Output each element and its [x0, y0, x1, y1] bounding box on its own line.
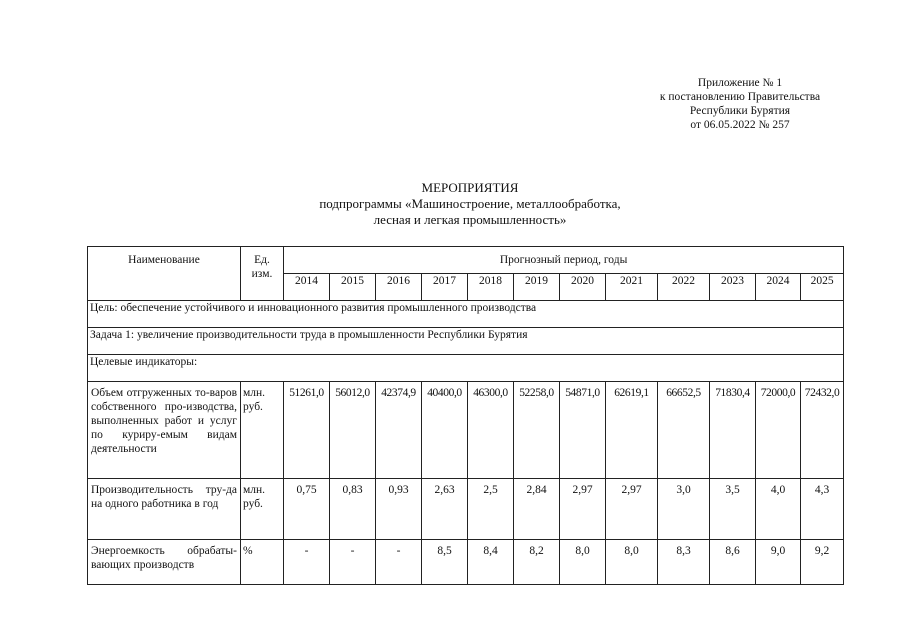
indicator-value-2017: 8,5: [422, 540, 468, 585]
appendix-block: [640, 76, 840, 132]
indicator-value-2014: 0,75: [284, 479, 330, 540]
appendix-line-3: Республики Бурятия: [689, 105, 791, 117]
indicator-value-2021: 62619,1: [606, 382, 658, 479]
indicator-value-2016: 0,93: [376, 479, 422, 540]
heading-subtitle-2: лесная и легкая промышленность»: [373, 212, 567, 227]
indicator-value-2015: 0,83: [330, 479, 376, 540]
indicator-value-2025: 4,3: [801, 479, 844, 540]
indicator-value-2023: 71830,4: [710, 382, 756, 479]
appendix-line-2: к постановлению Правительства: [659, 91, 821, 103]
indicator-name: Энергоемкость обрабаты-вающих производств: [88, 540, 241, 585]
heading-title: МЕРОПРИЯТИЯ: [421, 180, 519, 195]
indicator-unit: млн. руб.: [241, 479, 284, 540]
indicator-value-2018: 8,4: [468, 540, 514, 585]
indicator-value-2024: 4,0: [756, 479, 801, 540]
indicator-name: Объем отгруженных то-варов собственного про-изводства, выполненных работ и услуг по куриру-емым видам деятельности: [88, 382, 241, 479]
measures-table: [87, 246, 844, 585]
indicators-label: Целевые индикаторы:: [88, 355, 844, 382]
indicator-value-2014: -: [284, 540, 330, 585]
year-header-2023: 2023: [710, 274, 756, 301]
indicator-value-2019: 52258,0: [514, 382, 560, 479]
indicator-value-2022: 3,0: [658, 479, 710, 540]
indicator-name: Производительность тру-да на одного работника в год: [88, 479, 241, 540]
table-row: [88, 382, 844, 479]
year-header-2019: 2019: [514, 274, 560, 301]
indicator-value-2015: 56012,0: [330, 382, 376, 479]
indicator-value-2017: 40400,0: [422, 382, 468, 479]
indicator-value-2019: 8,2: [514, 540, 560, 585]
table-row: [88, 540, 844, 585]
indicator-value-2019: 2,84: [514, 479, 560, 540]
indicator-value-2015: -: [330, 540, 376, 585]
indicator-unit: млн. руб.: [241, 382, 284, 479]
task-row: [88, 328, 844, 355]
appendix-line-4: от 06.05.2022 № 257: [690, 119, 790, 131]
table-row: [88, 479, 844, 540]
appendix-line-1: Приложение № 1: [697, 77, 783, 89]
indicator-value-2024: 72000,0: [756, 382, 801, 479]
year-header-2016: 2016: [376, 274, 422, 301]
indicator-value-2023: 3,5: [710, 479, 756, 540]
indicator-value-2016: -: [376, 540, 422, 585]
indicator-value-2020: 2,97: [560, 479, 606, 540]
year-header-2022: 2022: [658, 274, 710, 301]
indicator-unit: %: [241, 540, 284, 585]
indicator-value-2018: 2,5: [468, 479, 514, 540]
indicator-value-2014: 51261,0: [284, 382, 330, 479]
year-header-2024: 2024: [756, 274, 801, 301]
indicator-value-2020: 54871,0: [560, 382, 606, 479]
header-period: Прогнозный период, годы: [284, 247, 844, 274]
goal-row: [88, 301, 844, 328]
indicator-value-2024: 9,0: [756, 540, 801, 585]
year-header-2017: 2017: [422, 274, 468, 301]
indicators-row: [88, 355, 844, 382]
document-heading: [250, 180, 690, 228]
indicator-value-2021: 8,0: [606, 540, 658, 585]
goal-text: Цель: обеспечение устойчивого и инновационного развития промышленного производства: [88, 301, 844, 328]
year-header-2018: 2018: [468, 274, 514, 301]
indicator-value-2023: 8,6: [710, 540, 756, 585]
year-header-2014: 2014: [284, 274, 330, 301]
year-header-2025: 2025: [801, 274, 844, 301]
indicator-value-2021: 2,97: [606, 479, 658, 540]
header-name: Наименование: [88, 247, 241, 301]
indicator-value-2025: 9,2: [801, 540, 844, 585]
header-unit: Ед. изм.: [241, 247, 284, 301]
indicator-value-2018: 46300,0: [468, 382, 514, 479]
indicator-value-2017: 2,63: [422, 479, 468, 540]
table-header-row: [88, 247, 844, 274]
indicator-value-2020: 8,0: [560, 540, 606, 585]
indicator-value-2016: 42374,9: [376, 382, 422, 479]
year-header-2020: 2020: [560, 274, 606, 301]
indicator-value-2025: 72432,0: [801, 382, 844, 479]
year-header-2015: 2015: [330, 274, 376, 301]
indicator-value-2022: 66652,5: [658, 382, 710, 479]
task-text: Задача 1: увеличение производительности труда в промышленности Республики Бурятия: [88, 328, 844, 355]
year-header-2021: 2021: [606, 274, 658, 301]
heading-subtitle-1: подпрограммы «Машиностроение, металлообработка,: [319, 196, 621, 211]
indicator-value-2022: 8,3: [658, 540, 710, 585]
